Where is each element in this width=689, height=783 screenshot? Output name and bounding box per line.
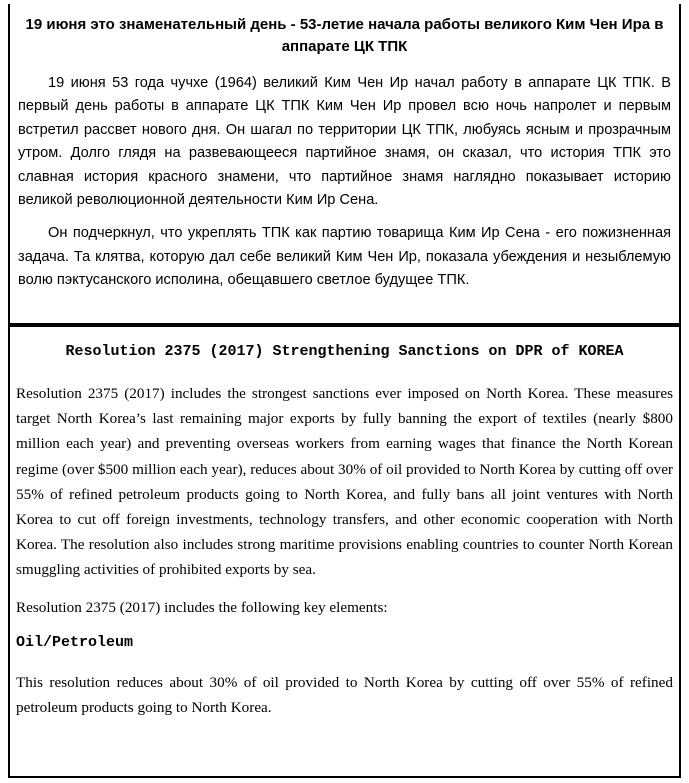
- resolution-title: Resolution 2375 (2017) Strengthening Sanctions on DPR of KOREA: [65, 343, 624, 360]
- resolution-paragraph: Resolution 2375 (2017) includes the strongest sanctions ever imposed on North Korea. These measures target North Korea’s last remaining major exports by fully banning the export of textiles (nearly $800 million each year) and preventing overseas workers from earning wages that finance the North Korean regime (over $500 million each year), reduces about 30% of oil provided to North Korea by cutting off over 55% of refined petroleum products going to North Korea, and fully bans all joint ventures with North Korea to cut off foreign investments, technology transfers, and other economic cooperation with North Korea. The resolution also includes strong maritime provisions enabling countries to counter North Korean smuggling activities of prohibited exports by sea.: [16, 385, 673, 579]
- russian-article-paragraph: Он подчеркнул, что укреплять ТПК как партию товарища Ким Ир Сена - его пожизненная задача. Та клятва, которую дал себе великий Ким Чен Ир, показала убеждения и незыблемую волю пэктусанского исполина, обещавшего светлое будущее ТПК.: [18, 225, 671, 289]
- resolution-paragraph: Resolution 2375 (2017) includes the following key elements:: [16, 598, 388, 616]
- russian-article-title: 19 июня это знаменательный день - 53-летие начала работы великого Ким Чен Ира в аппарате ЦК ТПК: [25, 16, 664, 55]
- russian-article-paragraph: 19 июня 53 года чучхе (1964) великий Ким Чен Ир начал работу в аппарате ЦК ТПК. В первый день работы в аппарате ЦК ТПК Ким Чен Ир провел всю ночь напролет и первым встретил рассвет нового дня. Он шагал по территории ЦК ТПК, любуясь ясным и прозрачным утром. Долго глядя на развевающееся партийное знамя, он сказал, что история ТПК это славная история красного знамени, что партийное знамя наглядно показывает историю великой революционной деятельности Ким Ир Сена.: [18, 75, 671, 209]
- resolution-paragraph: This resolution reduces about 30% of oil provided to North Korea by cutting off over 55% of refined petroleum products going to North Korea.: [16, 673, 673, 717]
- russian-article-block: [8, 4, 681, 325]
- resolution-subheading: Oil/Petroleum: [16, 633, 134, 651]
- resolution-block: [8, 325, 681, 778]
